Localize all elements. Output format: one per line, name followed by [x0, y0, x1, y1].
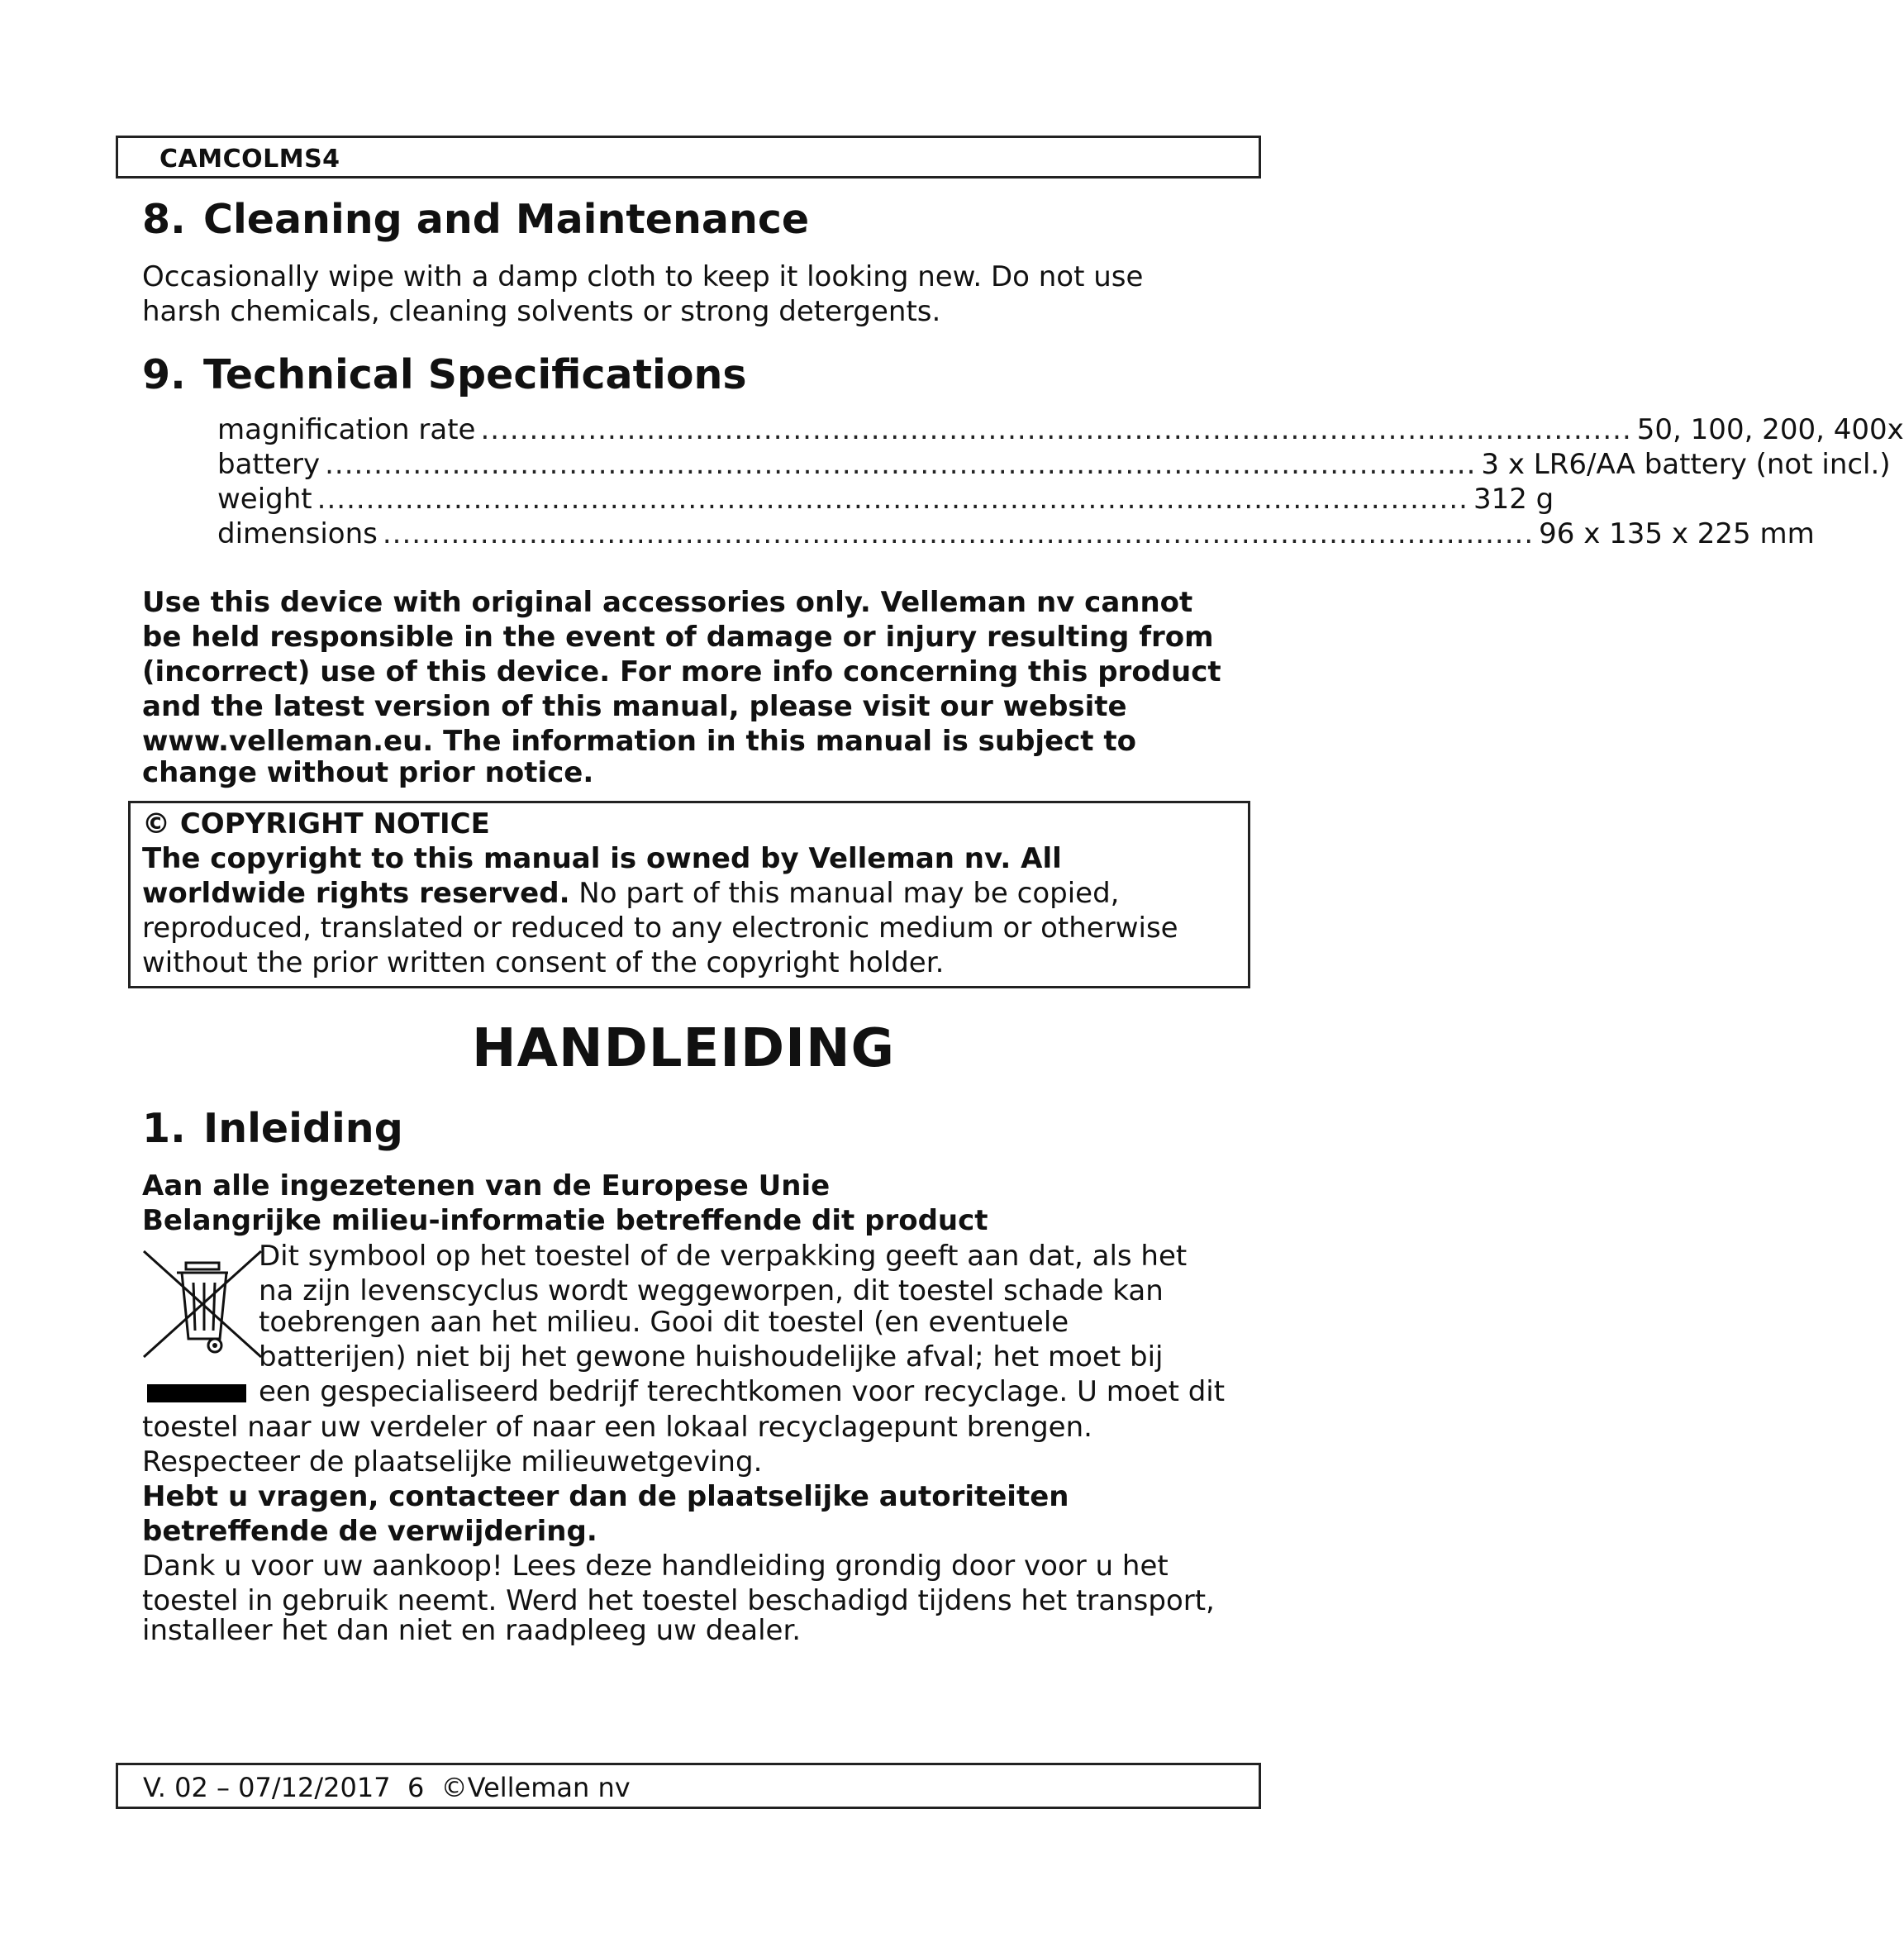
spec-value: 96 x 135 x 225 mm: [1539, 517, 1815, 550]
section-8-heading: [142, 196, 809, 243]
leader-dots: ......................................................................................................................: [382, 517, 1535, 550]
spec-row: [217, 482, 1554, 517]
spec-label: magnification rate: [217, 413, 476, 446]
text-line: Hebt u vragen, contacteer dan de plaatselijke autoriteiten: [142, 1480, 1069, 1513]
section-title: Cleaning and Maintenance: [203, 196, 810, 243]
section-1-text: [142, 1410, 1215, 1648]
text-line: The copyright to this manual is owned by Velleman nv. All: [142, 842, 1062, 875]
spec-value: 3 x LR6/AA battery (not incl.): [1481, 448, 1891, 481]
text-line: een gespecialiseerd bedrijf terechtkomen voor recyclage. U moet dit: [259, 1375, 1226, 1408]
text-line: reproduced, translated or reduced to any electronic medium or otherwise: [142, 912, 1178, 945]
text-line: Dank u voor uw aankoop! Lees deze handleiding grondig door voor u het: [142, 1550, 1169, 1583]
leader-dots: ......................................................................................................................: [317, 483, 1468, 516]
text-line: installeer het dan niet en raadpleeg uw dealer.: [142, 1614, 802, 1647]
text-line: toebrengen aan het milieu. Gooi dit toestel (en eventuele: [259, 1306, 1069, 1339]
text-line: Respecteer de plaatselijke milieuwetgeving.: [142, 1445, 763, 1478]
subheading: Belangrijke milieu-informatie betreffende dit product: [142, 1204, 988, 1237]
copyright-text: [142, 807, 1178, 980]
spec-row: [217, 517, 1815, 551]
disclaimer: [142, 585, 1221, 790]
subheading: Aan alle ingezetenen van de Europese Unie: [142, 1169, 831, 1202]
text-line: toestel naar uw verdeler of naar een lokaal recyclagepunt brengen.: [142, 1411, 1092, 1444]
copyright-heading: © COPYRIGHT NOTICE: [142, 807, 490, 840]
document-title: HANDLEIDING: [471, 1018, 896, 1079]
section-title: Technical Specifications: [203, 351, 747, 398]
text-line: Occasionally wipe with a damp cloth to keep it looking new. Do not use: [142, 260, 1144, 293]
text-line: [142, 876, 1178, 911]
spec-label: weight: [217, 483, 312, 516]
spec-row: [217, 447, 1891, 482]
text-line: Dit symbool op het toestel of de verpakking geeft aan dat, als het: [259, 1240, 1188, 1273]
leader-dots: ......................................................................................................................: [480, 413, 1632, 446]
spec-value: 312 g: [1473, 483, 1554, 516]
text-line: without the prior written consent of the copyright holder.: [142, 946, 945, 979]
text-line: (incorrect) use of this device. For more info concerning this product: [142, 655, 1221, 688]
section-9-heading: [142, 351, 747, 398]
normal-fragment: No part of this manual may be copied,: [569, 877, 1120, 910]
weee-text: [259, 1239, 1225, 1409]
spec-label: battery: [217, 448, 321, 481]
leader-dots: ......................................................................................................................: [325, 448, 1477, 481]
text-line: batterijen) niet bij het gewone huishoudelijke afval; het moet bij: [259, 1340, 1164, 1374]
text-line: betreffende de verwijdering.: [142, 1515, 597, 1548]
section-8-text: [142, 259, 1143, 329]
text-line: and the latest version of this manual, please visit our website: [142, 690, 1127, 723]
crossed-out-wheelie-bin-icon: [140, 1248, 264, 1360]
page-footer: [116, 1763, 1261, 1809]
section-number: 8.: [142, 196, 186, 243]
section-number: 1.: [142, 1105, 186, 1152]
footer-text: V. 02 – 07/12/2017 6 ©Velleman nv: [143, 1772, 631, 1803]
weee-bar-marker: [147, 1384, 246, 1402]
text-line: harsh chemicals, cleaning solvents or strong detergents.: [142, 295, 941, 328]
text-line: change without prior notice.: [142, 756, 594, 789]
section-1-subheadings: [142, 1169, 988, 1238]
bold-fragment: worldwide rights reserved.: [142, 877, 570, 910]
spec-row: [217, 412, 1904, 447]
section-number: 9.: [142, 351, 186, 398]
text-line: be held responsible in the event of damage or injury resulting from: [142, 621, 1214, 654]
spec-label: dimensions: [217, 517, 378, 550]
spec-value: 50, 100, 200, 400x: [1636, 413, 1904, 446]
section-1-heading: [142, 1105, 403, 1152]
website-line: www.velleman.eu. The information in this manual is subject to: [142, 725, 1136, 758]
page-header: [116, 136, 1261, 179]
model-name: CAMCOLMS4: [159, 145, 340, 174]
text-line: toestel in gebruik neemt. Werd het toestel beschadigd tijdens het transport,: [142, 1584, 1215, 1617]
text-line: na zijn levenscyclus wordt weggeworpen, dit toestel schade kan: [259, 1274, 1164, 1307]
section-title: Inleiding: [203, 1105, 403, 1152]
text-line: Use this device with original accessories only. Velleman nv cannot: [142, 586, 1193, 619]
